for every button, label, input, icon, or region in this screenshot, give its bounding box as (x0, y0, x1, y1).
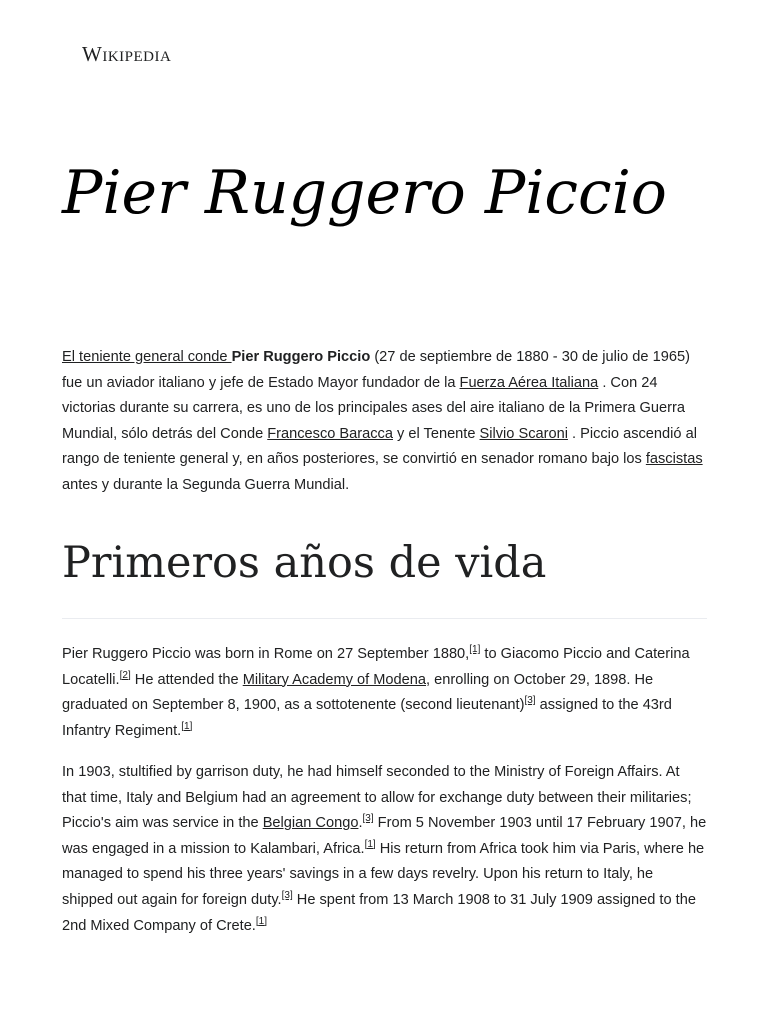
link-baracca[interactable]: Francesco Baracca (267, 425, 393, 442)
early-life-paragraph-1 (62, 642, 707, 744)
early-life-paragraph-2 (62, 760, 707, 939)
citation (181, 721, 192, 732)
citation (282, 890, 293, 901)
citation-link[interactable]: [1] (364, 838, 376, 850)
citation-link[interactable]: [3] (362, 813, 374, 825)
text: to Giacomo Piccio and Caterina Locatelli. (62, 646, 690, 688)
intro-paragraph (62, 345, 707, 499)
text: . Con 24 victorias durante su carrera, es uno de los principales ases del aire italiano de la Primera Guerra Mundial, sólo detrás del Conde (62, 374, 685, 442)
subject-name: Pier Ruggero Piccio (231, 349, 371, 365)
citation-link[interactable]: [3] (524, 695, 536, 707)
text: In 1903, stultified by garrison duty, he had himself seconded to the Ministry of Foreign Affairs. At that time, Italy and Belgium had an agreement to allow for exchange duty between their militaries; Piccio's aim was service in the (62, 764, 692, 832)
wikipedia-logo[interactable]: Wikipedia (82, 42, 172, 66)
link-fascistas[interactable]: fascistas (645, 451, 703, 468)
link-military-academy[interactable]: Military Academy of Modena (242, 671, 427, 688)
citation (256, 916, 267, 927)
citation-link[interactable]: [2] (119, 669, 131, 681)
text: . Piccio ascendió al rango de teniente general y, en años posteriores, se convirtió en senador romano bajo los (62, 425, 697, 468)
text: y el Tenente (392, 425, 480, 442)
text: assigned to the 43rd Infantry Regiment. (62, 697, 672, 739)
link-belgian-congo[interactable]: Belgian Congo (262, 815, 359, 832)
link-scaroni[interactable]: Silvio Scaroni (479, 425, 568, 442)
citation (365, 839, 376, 850)
citation-link[interactable]: [3] (281, 890, 293, 902)
citation (469, 644, 480, 655)
citation-link[interactable]: [1] (469, 644, 481, 656)
text: antes y durante la Segunda Guerra Mundial. (62, 476, 350, 493)
text: Pier Ruggero Piccio was born in Rome on 27 September 1880, (62, 646, 470, 662)
text: (27 de septiembre de 1880 - 30 de julio de 1965) fue un aviador italiano y jefe de Estado Mayor fundador de la (62, 349, 690, 391)
citation (524, 695, 535, 706)
page-title: Pier Ruggero Piccio (62, 158, 667, 228)
text: From 5 November 1903 until 17 February 1907, he was engaged in a mission to Kalambari, Africa. (62, 815, 707, 857)
text: , enrolling on October 29, 1898. He graduated on September 8, 1900, as a sottotenente (second lieutenant) (62, 671, 654, 714)
section-divider (62, 618, 707, 619)
text: He attended the (130, 671, 243, 688)
link-fuerza-aerea[interactable]: Fuerza Aérea Italiana (459, 374, 599, 391)
citation (363, 813, 374, 824)
citation-link[interactable]: [1] (181, 720, 193, 732)
citation-link[interactable]: [1] (255, 915, 267, 927)
text: . (358, 815, 363, 832)
text: He spent from 13 March 1908 to 31 July 1909 assigned to the 2nd Mixed Company of Crete. (62, 891, 696, 934)
citation (120, 670, 131, 681)
link-rank[interactable]: El teniente general conde (62, 349, 232, 365)
text: His return from Africa took him via Paris, where he managed to spend his three years' savings in a few days revelry. Upon his return to Italy, he shipped out again for foreign duty. (62, 840, 705, 908)
section-heading: Primeros años de vida (62, 538, 547, 588)
